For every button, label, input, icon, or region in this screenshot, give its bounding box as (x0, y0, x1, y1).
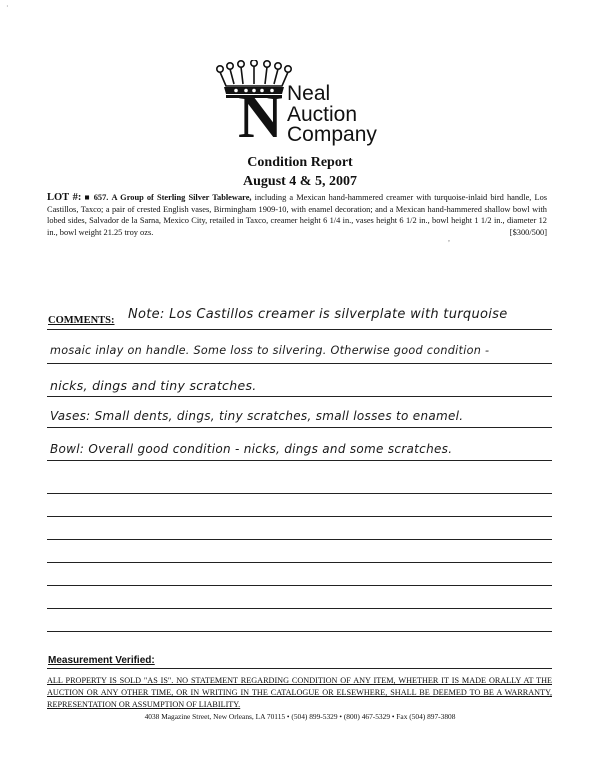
comments-label: COMMENTS: (48, 315, 115, 326)
ruled-line (47, 396, 552, 397)
scan-mark: · (6, 2, 9, 11)
company-word-neal: Neal (287, 82, 331, 105)
lot-bullet-icon: ■ (84, 193, 91, 202)
report-date: August 4 & 5, 2007 (243, 174, 357, 189)
comment-line: nicks, dings and tiny scratches. (50, 378, 257, 393)
lot-label: LOT #: (47, 192, 82, 203)
lot-name: A Group of Sterling Silver Tableware, (111, 193, 252, 202)
ruled-line (47, 427, 552, 428)
lot-details: including a Mexican hand-hammered creamer with turquoise-inlaid bird handle, Los Castillos, Taxco; a pair of crested English vases, Birmingham 1909-10, with enamel decoration; and a Mexican hand-hammered shallow bowl with lobed sides, Salvador de la Sarna, Mexico City, retailed in Taxco, creamer height 6 1/4 in., vases height 6 1/2 in., bowl height 1 1/2 in., diameter 12 in., bowl weight 21.25 troy ozs. (47, 193, 548, 237)
logo-initial: N (238, 83, 282, 151)
company-name (287, 84, 377, 146)
ruled-line (47, 363, 552, 364)
ruled-line (47, 516, 552, 517)
ruled-line (47, 631, 552, 632)
ruled-line (47, 329, 552, 330)
liability-disclaimer: ALL PROPERTY IS SOLD "AS IS". NO STATEMENT REGARDING CONDITION OF ANY ITEM, WHETHER IT IS MADE ORALLY AT THE AUCTION OR ANY OTHER TIME, OR IN WRITING IN THE CATALOGUE OR ELSEWHERE, SHALL BE DEEMED TO BE A WARRANTY, REPRESENTATION OR ASSUMPTION OF LIABILITY. (47, 676, 552, 709)
report-title: Condition Report (247, 155, 353, 170)
measurement-verified-label: Measurement Verified: (48, 655, 155, 666)
company-address-footer: 4038 Magazine Street, New Orleans, LA 70115 • (504) 899-5329 • (800) 467-5329 • Fax (504) 897-3808 (144, 712, 456, 721)
ruled-line (47, 668, 552, 669)
lot-number: 657. (93, 193, 109, 202)
comment-line: mosaic inlay on handle. Some loss to silvering. Otherwise good condition - (50, 344, 490, 357)
scan-mark: , (448, 234, 450, 243)
lot-estimate: [$300/500] (509, 227, 547, 237)
ruled-line (47, 585, 552, 586)
ruled-line (47, 539, 552, 540)
ruled-line (47, 460, 552, 461)
ruled-line (47, 493, 552, 494)
ruled-line (47, 608, 552, 609)
ruled-line (47, 562, 552, 563)
company-word-company: Company (287, 123, 377, 146)
lot-description (47, 192, 547, 238)
comment-line: Note: Los Castillos creamer is silverplate with turquoise (128, 307, 508, 322)
company-word-auction: Auction (287, 102, 358, 126)
comment-line: Vases: Small dents, dings, tiny scratches, small losses to enamel. (50, 409, 464, 423)
comment-line: Bowl: Overall good condition - nicks, dings and some scratches. (50, 442, 453, 456)
